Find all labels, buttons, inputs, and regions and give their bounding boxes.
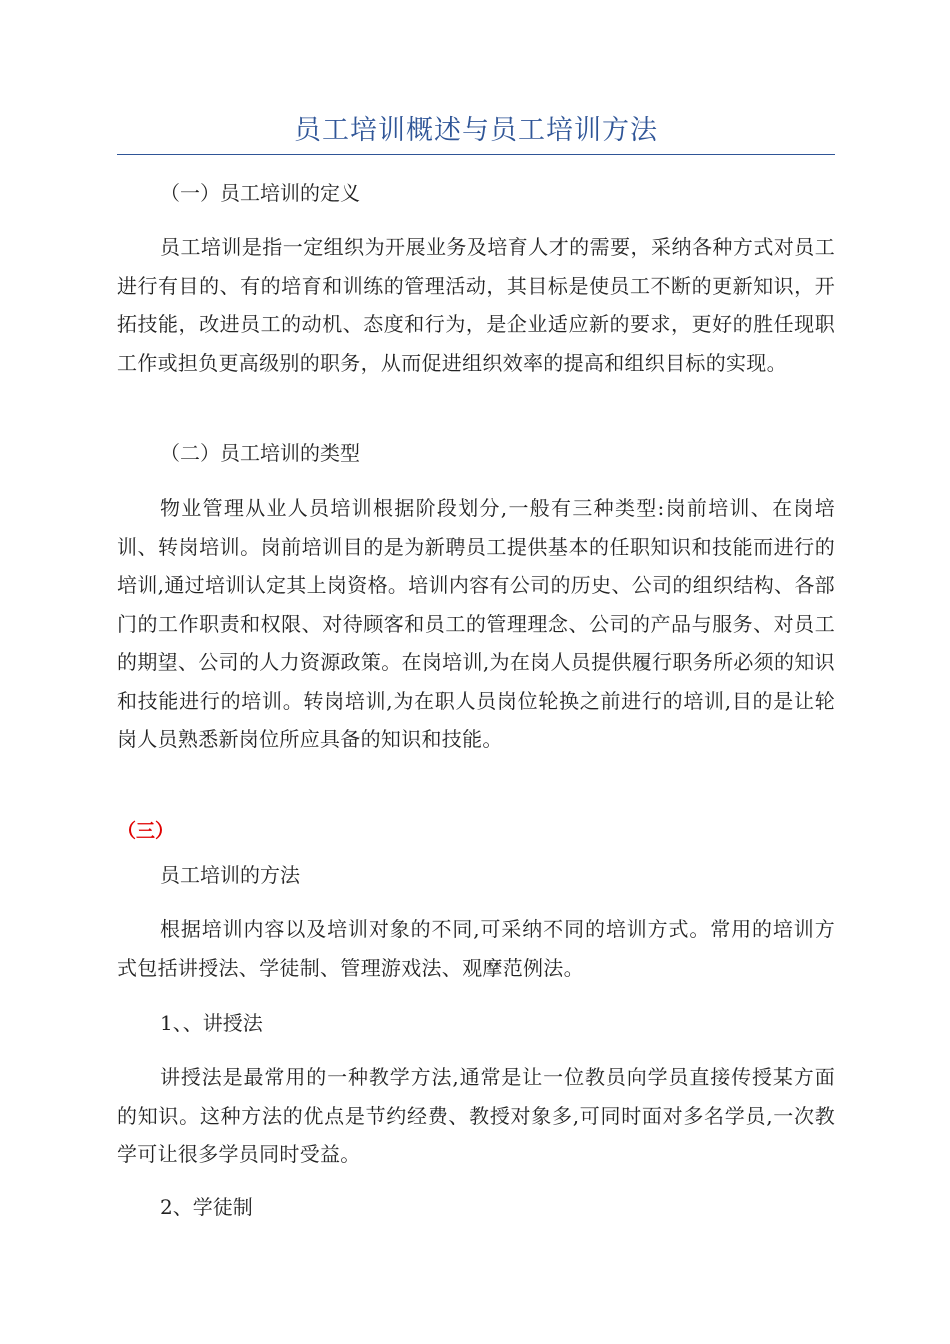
- section2-paragraph: 物业管理从业人员培训根据阶段划分,一般有三种类型:岗前培训、在岗培训、转岗培训。岗前培训目的是为新聘员工提供基本的任职知识和技能而进行的培训,通过培训认定其上岗资格。培训内容有公司的历史、公司的组织结构、各部门的工作职责和权限、对待顾客和员工的管理理念、公司的产品与服务、对员工的期望、公司的人力资源政策。在岗培训,为在岗人员提供履行职务所必须的知识和技能进行的培训。转岗培训,为在职人员岗位轮换之前进行的培训,目的是让轮岗人员熟悉新岗位所应具备的知识和技能。: [117, 496, 835, 751]
- section1-paragraph: 员工培训是指一定组织为开展业务及培育人才的需要，采纳各种方式对员工进行有目的、有的培育和训练的管理活动，其目标是使员工不断的更新知识，开拓技能，改进员工的动机、态度和行为，是企业适应新的要求，更好的胜任现职工作或担负更高级别的职务，从而促进组织效率的提高和组织目标的实现。: [117, 235, 835, 375]
- section2-heading: （二）员工培训的类型: [160, 441, 360, 465]
- section1-heading: （一）员工培训的定义: [160, 181, 360, 205]
- section3-marker: （三）: [117, 820, 175, 842]
- method1-paragraph: 讲授法是最常用的一种教学方法,通常是让一位教员向学员直接传授某方面的知识。这种方法的优点是节约经费、教授对象多,可同时面对多名学员,一次教学可让很多学员同时受益。: [117, 1065, 835, 1166]
- method1-heading: 1、、讲授法: [160, 1011, 263, 1035]
- method2-heading: 2、学徒制: [160, 1195, 253, 1219]
- title-underline: [117, 154, 835, 155]
- section3-heading: 员工培训的方法: [160, 863, 300, 887]
- document-title: 员工培训概述与员工培训方法: [294, 115, 658, 146]
- section3-paragraph: 根据培训内容以及培训对象的不同,可采纳不同的培训方式。常用的培训方式包括讲授法、学徒制、管理游戏法、观摩范例法。: [117, 917, 835, 980]
